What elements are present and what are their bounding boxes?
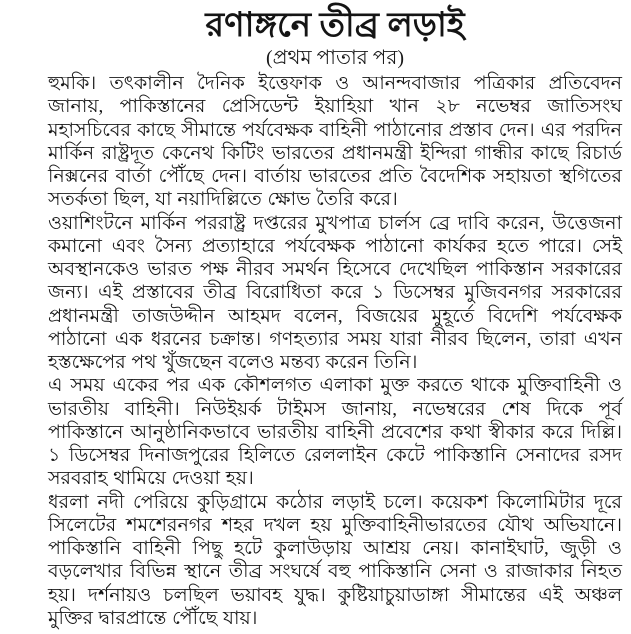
article-paragraph: ধরলা নদী পেরিয়ে কুড়িগ্রামে কঠোর লড়াই চলে। কয়েকশ কিলোমিটার দূরে সিলেটের শমশেরনগর শহর দখল হয় মুক্তিবাহিনীভারতের যৌথ অভিযানে। পাকিস্তানি বাহিনী পিছু হটে কুলাউড়ায় আশ্রয় নেয়। কানাইঘাট, জুড়ী ও বড়লেখার বিভিন্ন স্থানে তীব্র সংঘর্ষে বহু পাকিস্তানি সেনা ও রাজাকার নিহত হয়। দর্শনায়ও চলছিল ভয়াবহ যুদ্ধ। কুষ্টিয়াচুয়াডাঙ্গা সীমান্তের এই অঞ্চল মুক্তির দ্বারপ্রান্তে পৌঁছে যায়। <box>48 491 622 629</box>
article-paragraph: এ সময় একের পর এক কৌশলগত এলাকা মুক্ত করতে থাকে মুক্তিবাহিনী ও ভারতীয় বাহিনী। নিউইয়র্ক টাইমস জানায়, নভেম্বরের শেষ দিকে পূর্ব পাকিস্তানে আনুষ্ঠানিকভাবে ভারতীয় বাহিনী প্রবেশের কথা স্বীকার করে দিল্লি। ১ ডিসেম্বর দিনাজপুরের হিলিতে রেললাইন কেটে পাকিস্তানি সেনাদের রসদ সরবরাহ থামিয়ে দেওয়া হয়। <box>48 375 622 490</box>
article-paragraph: হুমকি। তৎকালীন দৈনিক ইত্তেফাক ও আনন্দবাজার পত্রিকার প্রতিবেদন জানায়, পাকিস্তানের প্রেসিডেন্ট ইয়াহিয়া খান ২৮ নভেম্বর জাতিসংঘ মহাসচিবের কাছে সীমান্তে পর্যবেক্ষক বাহিনী পাঠানোর প্রস্তাব দেন। এর পরদিন মার্কিন রাষ্ট্রদূত কেনেথ কিটিং ভারতের প্রধানমন্ত্রী ইন্দিরা গান্ধীর কাছে রিচার্ড নিক্সনের বার্তা পৌঁছে দেন। বার্তায় ভারতের প্রতি বৈদেশিক সহায়তা স্থগিতের সতর্কতা ছিল, যা নয়াদিল্লিতে ক্ষোভ তৈরি করে। <box>48 73 622 211</box>
article-body <box>48 72 622 630</box>
article-subtitle: (প্রথম পাতার পর) <box>265 47 405 69</box>
article-paragraph: ওয়াশিংটনে মার্কিন পররাষ্ট্র দপ্তরের মুখপাত্র চার্লস ব্রে দাবি করেন, উত্তেজনা কমানো এবং সৈন্য প্রত্যাহারে পর্যবেক্ষক পাঠানো কার্যকর হতে পারে। সেই অবস্থানকেও ভারত পক্ষ নীরব সমর্থন হিসেবে দেখেছিল পাকিস্তান সরকারের জন্য। এই প্রস্তাবের তীব্র বিরোধিতা করে ১ ডিসেম্বর মুজিবনগর সরকারের প্রধানমন্ত্রী তাজউদ্দীন আহমদ বলেন, বিজয়ের মুহূর্তে বিদেশি পর্যবেক্ষক পাঠানো এক ধরনের চক্রান্ত। গণহত্যার সময় যারা নীরব ছিলেন, তারা এখন হস্তক্ষেপের পথ খুঁজছেন বলেও মন্তব্য করেন তিনি। <box>48 212 622 373</box>
article-title: রণাঙ্গনে তীব্র লড়াই <box>205 7 465 44</box>
